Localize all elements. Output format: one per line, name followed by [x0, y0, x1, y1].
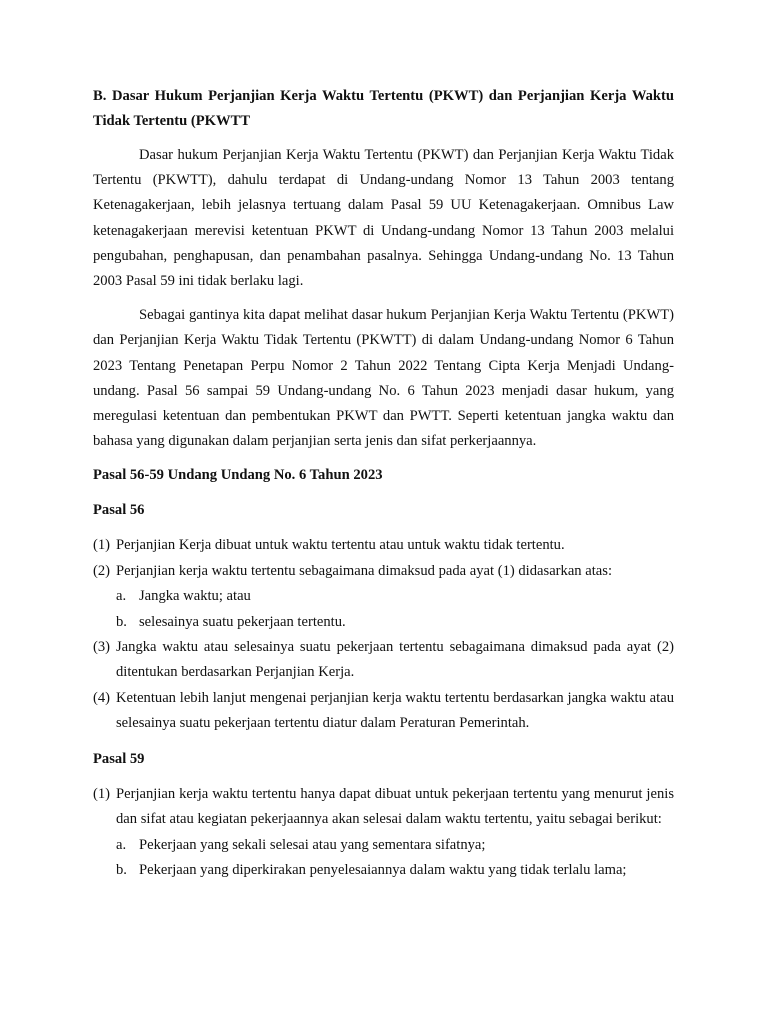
item-number: (1) [93, 785, 111, 802]
sub-item-text: Pekerjaan yang sekali selesai atau yang sementara sifatnya; [139, 836, 486, 853]
item-text: Ketentuan lebih lanjut mengenai perjanjian kerja waktu tertentu berdasarkan jangka waktu atau selesainya suatu pekerjaan tertentu diatur dalam Peraturan Pemerintah. [116, 689, 674, 732]
sub-item-text: selesainya suatu pekerjaan tertentu. [139, 613, 346, 630]
pasal-56-sublist [116, 584, 674, 635]
list-item [93, 559, 674, 635]
item-text: Perjanjian kerja waktu tertentu hanya dapat dibuat untuk pekerjaan tertentu yang menurut jenis dan sifat atau kegiatan pekerjaannya akan selesai dalam waktu tertentu, yaitu sebagai berikut: [116, 785, 674, 828]
item-number: (1) [93, 537, 111, 554]
item-text: Perjanjian kerja waktu tertentu sebagaimana dimaksud pada ayat (1) didasarkan atas: [116, 562, 612, 579]
sub-item-letter: a. [116, 588, 127, 605]
item-number: (3) [93, 639, 111, 656]
sub-list-item [116, 610, 674, 635]
pasal-59-title: Pasal 59 [93, 750, 145, 767]
sub-list-item [116, 833, 674, 858]
section-heading: B. Dasar Hukum Perjanjian Kerja Waktu Tertentu (PKWT) dan Perjanjian Kerja Waktu Tidak Tertentu (PKWTT [93, 88, 674, 129]
sub-item-letter: b. [116, 861, 127, 878]
list-item [93, 635, 674, 686]
list-item [93, 533, 674, 558]
paragraph-pengganti: Sebagai gantinya kita dapat melihat dasar hukum Perjanjian Kerja Waktu Tertentu (PKWT) dan Perjanjian Kerja Waktu Tidak Tertentu (PKWTT) di dalam Undang-undang Nomor 6 Tahun 2023 Tentang Penetapan Perpu Nomor 2 Tahun 2022 Tentang Cipta Kerja Menjadi Undang-undang. Pasal 56 sampai 59 Undang-undang No. 6 Tahun 2023 menjadi dasar hukum, yang meregulasi ketentuan dan pembentukan PKWT dan PWTT. Seperti ketentuan jangka waktu dan bahasa yang digunakan dalam perjanjian serta jenis dan sifat perkerjaannya. [93, 307, 674, 450]
paragraph-dasar-hukum: Dasar hukum Perjanjian Kerja Waktu Tertentu (PKWT) dan Perjanjian Kerja Waktu Tidak Tertentu (PKWTT), dahulu terdapat di Undang-undang Nomor 13 Tahun 2003 tentang Ketenagakerjaan, lebih jelasnya tertuang dalam Pasal 59 UU Ketenagakerjaan. Omnibus Law ketenagakerjaan merevisi ketentuan PKWT di Undang-undang Nomor 13 Tahun 2003 melalui pengubahan, penghapusan, dan penambahan pasalnya. Sehingga Undang-undang No. 13 Tahun 2003 Pasal 59 ini tidak berlaku lagi. [93, 147, 674, 290]
sub-list-item [116, 584, 674, 609]
pasal-56-title: Pasal 56 [93, 502, 145, 519]
pasal-59-list [93, 782, 674, 884]
item-text: Perjanjian Kerja dibuat untuk waktu tertentu atau untuk waktu tidak tertentu. [116, 537, 565, 554]
item-text: Jangka waktu atau selesainya suatu pekerjaan tertentu sebagaimana dimaksud pada ayat (2) ditentukan berdasarkan Perjanjian Kerja. [116, 639, 674, 681]
item-number: (2) [93, 562, 111, 579]
sub-list-item [116, 858, 674, 883]
sub-item-text: Jangka waktu; atau [139, 588, 251, 605]
list-item [93, 686, 674, 737]
sub-item-letter: a. [116, 836, 127, 853]
pasal-59-sublist [116, 833, 674, 884]
law-title: Pasal 56-59 Undang Undang No. 6 Tahun 2023 [93, 467, 383, 484]
document-page [93, 84, 674, 893]
sub-item-text: Pekerjaan yang diperkirakan penyelesaiannya dalam waktu yang tidak terlalu lama; [139, 861, 627, 878]
sub-item-letter: b. [116, 613, 127, 630]
item-number: (4) [93, 689, 111, 706]
pasal-56-list [93, 533, 674, 736]
list-item [93, 782, 674, 884]
